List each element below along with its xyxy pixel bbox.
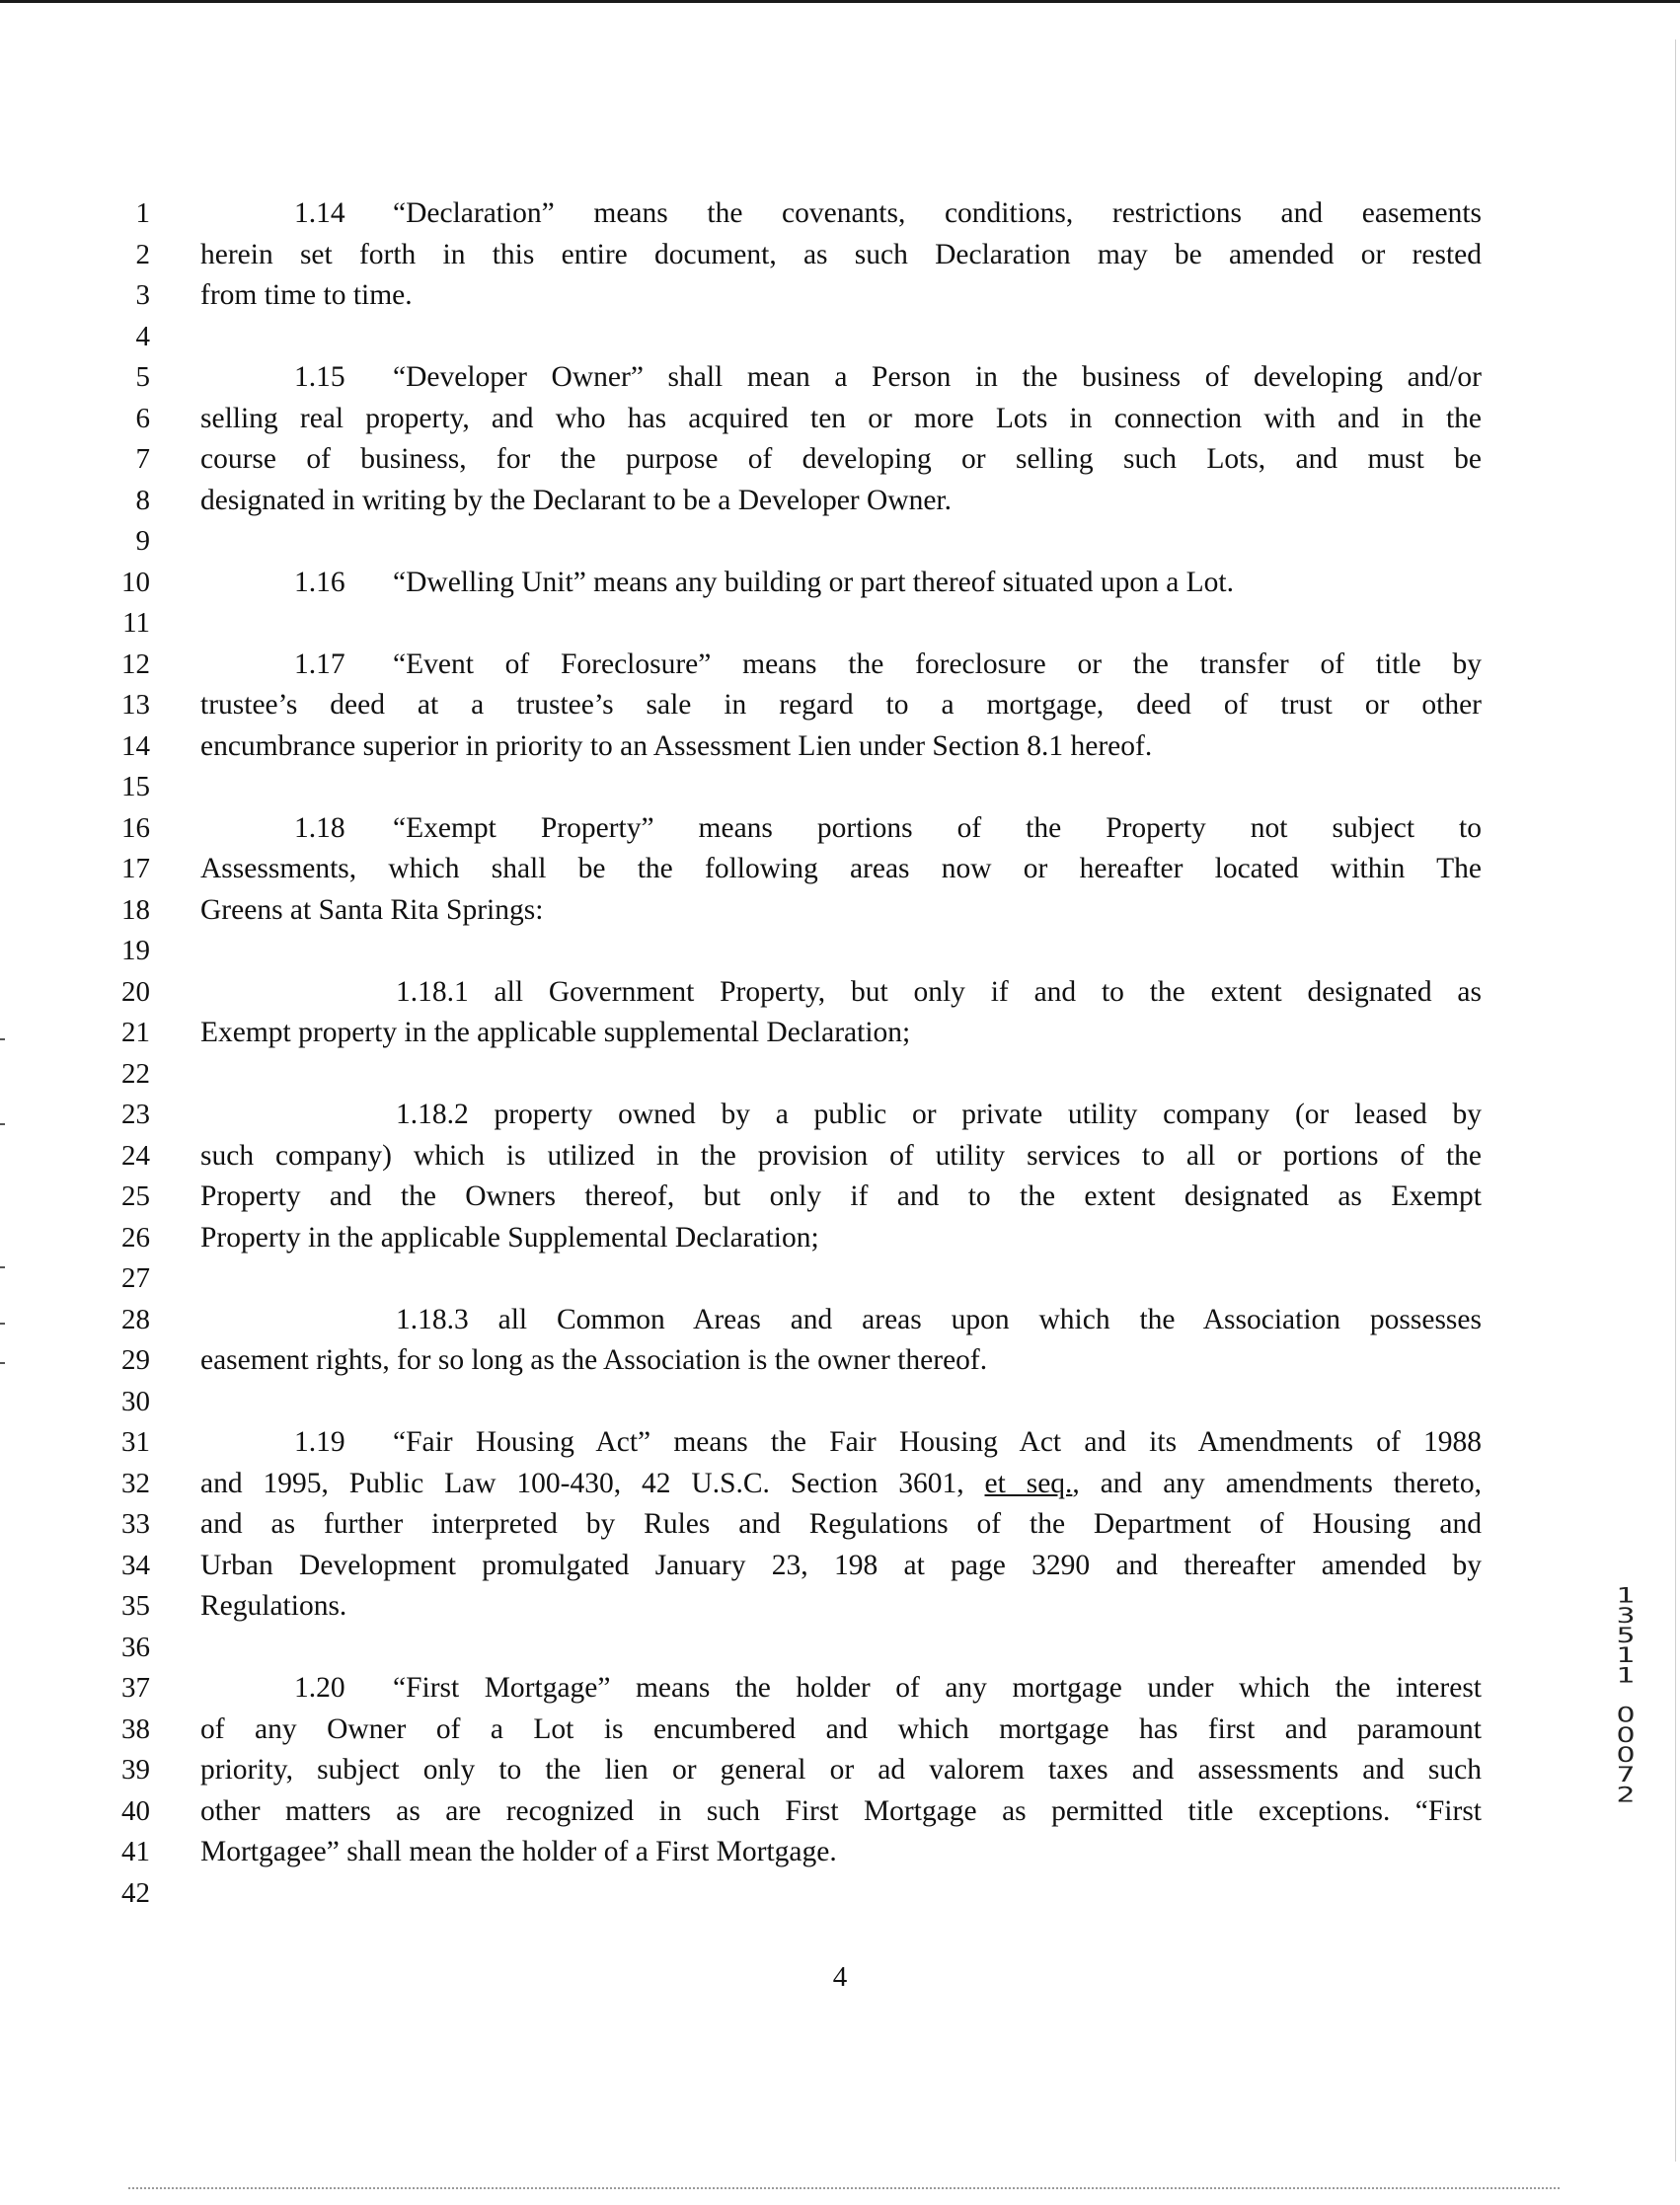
line-number: 10	[121, 566, 150, 598]
line-number: 18	[121, 893, 150, 926]
line-content: of any Owner of a Lot is encumbered and which mortgage has first and paramount	[200, 1712, 1482, 1745]
document-line	[0, 481, 1680, 522]
line-content: “Developer Owner” shall mean a Person in the business of developing and/or	[393, 361, 1482, 393]
line-content: and 1995, Public Law 100-430, 42 U.S.C. Section 3601,	[200, 1467, 985, 1499]
line-text	[200, 1710, 1482, 1751]
document-line	[0, 645, 1680, 686]
document-line	[0, 1382, 1680, 1423]
document-line	[0, 1662, 1680, 1710]
document-line	[0, 275, 1680, 317]
line-number: 4	[135, 320, 150, 352]
document-line	[0, 767, 1680, 808]
line-text	[200, 1791, 1482, 1833]
line-text	[200, 849, 1482, 890]
line-content: Mortgagee” shall mean the holder of a First Mortgage.	[200, 1836, 837, 1867]
document-line	[0, 439, 1680, 481]
line-text	[294, 645, 1482, 686]
line-content: and as further interpreted by Rules and Regulations of the Department of Housing and	[200, 1508, 1482, 1540]
line-content: Regulations.	[200, 1590, 347, 1622]
document-line	[0, 357, 1680, 399]
line-content: 1.18.3 all Common Areas and areas upon which the Association possesses	[396, 1303, 1482, 1335]
line-text	[396, 1095, 1482, 1136]
line-number: 9	[135, 525, 150, 557]
document-line	[0, 1464, 1680, 1505]
line-content: easement rights, for so long as the Association is the owner thereof.	[200, 1344, 988, 1376]
line-text	[200, 1586, 1482, 1628]
section-number: 1.16	[294, 566, 345, 598]
document-line	[0, 1791, 1680, 1833]
line-number: 11	[122, 607, 150, 639]
line-number: 40	[121, 1794, 150, 1827]
top-border	[0, 0, 1680, 3]
line-text	[200, 275, 1482, 317]
line-content: “Exempt Property” means portions of the Property not subject to	[393, 811, 1482, 844]
line-number: 41	[121, 1836, 150, 1867]
document-line	[0, 193, 1680, 235]
line-text	[200, 1464, 1482, 1505]
line-number: 34	[121, 1549, 150, 1581]
line-number: 22	[121, 1057, 150, 1090]
section-number: 1.18	[294, 811, 345, 844]
line-number: 39	[121, 1754, 150, 1786]
line-text	[294, 193, 1482, 235]
line-text	[396, 972, 1482, 1014]
line-content: Assessments, which shall be the following areas now or hereafter located within The	[200, 853, 1482, 884]
line-number: 15	[121, 771, 150, 802]
document-line	[0, 1873, 1680, 1915]
section-number: 1.14	[294, 197, 345, 229]
line-text	[200, 1177, 1482, 1218]
line-number: 17	[121, 853, 150, 884]
line-text	[200, 685, 1482, 726]
document-line	[0, 1583, 1680, 1628]
line-number: 28	[121, 1303, 150, 1335]
document-line	[0, 1703, 1680, 1751]
line-number: 2	[135, 238, 150, 270]
line-number: 21	[121, 1017, 150, 1048]
document-line	[0, 1340, 1680, 1382]
line-number: 26	[121, 1221, 150, 1254]
line-number: 6	[135, 402, 150, 434]
document-line	[0, 685, 1680, 726]
section-number: 1.15	[294, 361, 345, 393]
line-number: 29	[121, 1344, 150, 1376]
line-number: 27	[121, 1262, 150, 1294]
document-line	[0, 1422, 1680, 1464]
line-content: “Fair Housing Act” means the Fair Housing Act and its Amendments of 1988	[393, 1426, 1482, 1458]
line-content: Property in the applicable Supplemental Declaration;	[200, 1221, 819, 1254]
line-content: trustee’s deed at a trustee’s sale in regard to a mortgage, deed of trust or other	[200, 689, 1482, 721]
line-text	[200, 1546, 1482, 1587]
document-line	[0, 399, 1680, 440]
line-content: encumbrance superior in priority to an Assessment Lien under Section 8.1 hereof.	[200, 729, 1153, 762]
document-line	[0, 1054, 1680, 1096]
line-number: 33	[121, 1508, 150, 1540]
line-text	[200, 726, 1482, 768]
line-content: Greens at Santa Rita Springs:	[200, 893, 544, 926]
document-line	[0, 1013, 1680, 1054]
line-content: Property and the Owners thereof, but only if and to the extent designated as Exempt	[200, 1180, 1482, 1212]
line-content: “First Mortgage” means the holder of any mortgage under which the interest	[393, 1672, 1482, 1704]
stamp-char: 2	[1616, 1782, 1636, 1808]
document-line	[0, 1546, 1680, 1587]
line-content: “Declaration” means the covenants, conditions, restrictions and easements	[393, 197, 1482, 229]
line-content: other matters as are recognized in such First Mortgage as permitted title exceptions. “First	[200, 1794, 1482, 1827]
line-number: 35	[121, 1590, 150, 1622]
line-number: 5	[135, 361, 150, 393]
line-text	[200, 890, 1482, 932]
line-content: course of business, for the purpose of developing or selling such Lots, and must be	[200, 443, 1482, 475]
line-number: 7	[135, 443, 150, 475]
line-number: 37	[121, 1672, 150, 1704]
line-number: 16	[121, 811, 150, 844]
document-line	[0, 1136, 1680, 1178]
document-line	[0, 849, 1680, 890]
stamp-char: 5	[1616, 1623, 1636, 1648]
section-number: 1.19	[294, 1426, 345, 1458]
stamp-char: 0	[1616, 1722, 1636, 1748]
stamp-char: 0	[1616, 1742, 1636, 1768]
line-number: 14	[121, 729, 150, 762]
line-number: 32	[121, 1467, 150, 1499]
line-number: 36	[121, 1631, 150, 1663]
line-content-after: , and any amendments thereto,	[1072, 1467, 1482, 1499]
line-number: 12	[121, 647, 150, 680]
line-number: 42	[121, 1876, 150, 1909]
document-line	[0, 1504, 1680, 1546]
section-number: 1.20	[294, 1672, 345, 1704]
line-number: 13	[121, 689, 150, 721]
document-line	[0, 603, 1680, 645]
line-text	[200, 1013, 1482, 1054]
line-number: 31	[121, 1426, 150, 1458]
document-line	[0, 726, 1680, 768]
line-content: Exempt property in the applicable supplemental Declaration;	[200, 1017, 911, 1048]
stamp-char: 0	[1616, 1703, 1636, 1728]
line-number: 38	[121, 1712, 150, 1745]
line-number: 3	[135, 279, 150, 311]
document-line	[0, 890, 1680, 932]
stamp-char: 1	[1616, 1662, 1636, 1689]
line-text	[200, 399, 1482, 440]
line-text	[200, 481, 1482, 522]
line-number: 1	[135, 197, 150, 229]
line-content: such company) which is utilized in the provision of utility services to all or portions of the	[200, 1139, 1482, 1172]
line-content: from time to time.	[200, 279, 413, 311]
line-text	[200, 1750, 1482, 1791]
line-content: herein set forth in this entire document, as such Declaration may be amended or rested	[200, 238, 1482, 270]
section-number: 1.17	[294, 647, 345, 680]
page-number: 4	[832, 1961, 848, 1993]
line-text	[396, 1300, 1482, 1341]
document-line	[0, 1095, 1680, 1136]
stamp-char: 1	[1616, 1583, 1636, 1609]
line-text	[200, 1218, 1482, 1259]
document-line	[0, 1218, 1680, 1259]
underlined-term: et seq.	[984, 1467, 1073, 1499]
line-number: 8	[135, 484, 150, 516]
document-line	[0, 1300, 1680, 1341]
line-content: 1.18.2 property owned by a public or private utility company (or leased by	[396, 1099, 1482, 1130]
bottom-border	[128, 2187, 1560, 2189]
line-content: “Dwelling Unit” means any building or part thereof situated upon a Lot.	[393, 566, 1234, 598]
line-text	[200, 439, 1482, 481]
line-number: 23	[121, 1099, 150, 1130]
document-line	[0, 235, 1680, 276]
line-content: “Event of Foreclosure” means the foreclosure or the transfer of title by	[393, 647, 1482, 680]
document-line	[0, 1177, 1680, 1218]
document-line	[0, 563, 1680, 604]
line-text	[200, 1832, 1482, 1873]
line-content: designated in writing by the Declarant to be a Developer Owner.	[200, 484, 953, 516]
document-line	[0, 972, 1680, 1014]
document-line	[0, 931, 1680, 972]
line-number: 20	[121, 975, 150, 1008]
document-line	[0, 1623, 1680, 1669]
document-line	[0, 1258, 1680, 1300]
line-content: priority, subject only to the lien or general or ad valorem taxes and assessments and such	[200, 1754, 1482, 1786]
document-line	[0, 808, 1680, 850]
line-content: 1.18.1 all Government Property, but only if and to the extent designated as	[396, 975, 1482, 1008]
line-text	[200, 1504, 1482, 1546]
line-number: 19	[121, 935, 150, 966]
stamp-char: 3	[1616, 1603, 1636, 1629]
line-text	[200, 1136, 1482, 1178]
line-content: selling real property, and who has acquired ten or more Lots in connection with and in the	[200, 402, 1482, 434]
recording-stamp	[1606, 1583, 1645, 1808]
line-text	[294, 1422, 1482, 1464]
line-text	[294, 808, 1482, 850]
line-text	[294, 1668, 1482, 1710]
document-line	[0, 1742, 1680, 1791]
line-text	[294, 563, 1482, 604]
line-text	[200, 1340, 1482, 1382]
line-number: 24	[121, 1139, 150, 1172]
document-line	[0, 317, 1680, 358]
document-line	[0, 1832, 1680, 1873]
document-line	[0, 521, 1680, 563]
line-text	[294, 357, 1482, 399]
stamp-char: 1	[1616, 1642, 1636, 1668]
stamp-char: 7	[1616, 1762, 1636, 1787]
line-number: 30	[121, 1385, 150, 1417]
line-text	[200, 235, 1482, 276]
line-content: Urban Development promulgated January 23, 198 at page 3290 and thereafter amended by	[200, 1549, 1482, 1581]
line-number: 25	[121, 1180, 150, 1212]
